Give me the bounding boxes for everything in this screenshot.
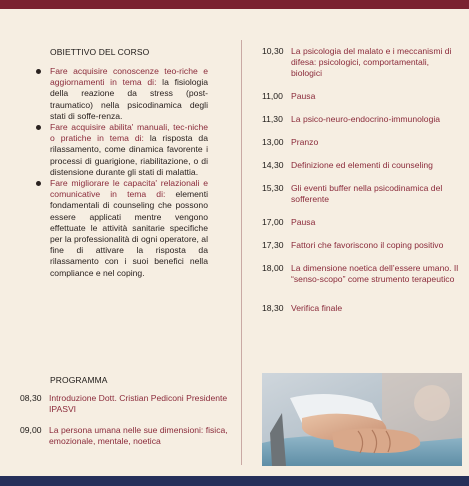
program-desc: La psico-neuro-endocrino-immunologia: [291, 114, 441, 124]
program-desc: Gli eventi buffer nella psicodinamica del sofferente: [291, 183, 443, 204]
program-desc: Definizione ed elementi di counseling: [291, 160, 433, 170]
program-desc: Pausa: [291, 217, 316, 227]
program-time: 08,30: [20, 393, 42, 403]
program-desc: La persona umana nelle sue dimensioni: fisica, emozionale, mentale, noetica: [49, 425, 228, 446]
program-time: 13,00: [262, 137, 284, 147]
top-bar: [0, 0, 469, 9]
program-desc: Fattori che favoriscono il coping positivo: [291, 240, 444, 250]
program-time: 11,30: [262, 114, 283, 124]
program-desc: La psicologia del malato e i meccanismi di difesa: psicologici, comportamentali, biologici: [291, 46, 452, 78]
program-time: 18,30: [262, 303, 284, 313]
program-desc: Verifica finale: [291, 303, 343, 313]
program-time: 18,00: [262, 263, 284, 273]
objective-heading: Fare acquisire conoscenze teo-riche e aggiornamenti in tema di:: [50, 66, 208, 88]
program-row: [20, 425, 230, 447]
program-row: [262, 303, 462, 314]
program-row: [262, 183, 462, 205]
objective-item: [50, 66, 208, 122]
objective-body: la fisiologia della reazione da stress (post-traumatico) nella psicodinamica degli stati di soffe-renza.: [50, 77, 209, 121]
objective-heading: Fare migliorare le capacita' relazionali e comunicative in tema di:: [50, 178, 208, 200]
program-row: [20, 393, 230, 415]
program-row: [262, 160, 462, 171]
program-desc: Pranzo: [291, 137, 319, 147]
program-time: 11,00: [262, 91, 283, 101]
bullet-icon: [36, 181, 41, 186]
program-row: [262, 240, 462, 251]
objective-body: elementi fondamentali di counseling che possono essere applicati mentre vengono effettuate le attività sanitarie specifiche per la professionalità di ogni operatore, al fine di attivare la risposta da rilassamento con i suoi benefici nella compliance e nel coping.: [50, 189, 208, 278]
program-desc: Pausa: [291, 91, 316, 101]
program-desc: Introduzione Dott. Cristian Pediconi Presidente IPASVI: [49, 393, 228, 414]
program-row: [262, 263, 462, 285]
bottom-bar: [0, 476, 469, 486]
objective-heading: Fare acquisire abilita' manuali, tec-niche o pratiche in tema di:: [50, 122, 208, 144]
objective-body: la risposta da rilassamento, come dinamica favorente i processi di guarigione, riabilitazione, o di distensione durante gli stati di malattia.: [50, 133, 208, 177]
program-time: 17,00: [262, 217, 284, 227]
programma-title: PROGRAMMA: [50, 375, 108, 385]
program-time: 17,30: [262, 240, 284, 250]
column-divider: [241, 40, 242, 465]
program-row: [262, 46, 462, 79]
program-time: 15,30: [262, 183, 284, 193]
program-row: [262, 137, 462, 148]
program-row: [262, 114, 462, 125]
program-row: [262, 217, 462, 228]
objectives-title: OBIETTIVO DEL CORSO: [50, 47, 150, 57]
program-time: 14,30: [262, 160, 284, 170]
program-left: [20, 393, 230, 447]
objective-item: [50, 122, 208, 178]
objective-item: [50, 178, 208, 279]
bullet-icon: [36, 125, 41, 130]
program-time: 10,30: [262, 46, 284, 56]
program-time: 09,00: [20, 425, 42, 435]
bullet-icon: [36, 69, 41, 74]
program-desc: La dimensione noetica dell’essere umano. Il “senso-scopo” come strumento terapeutico: [291, 263, 459, 284]
objectives-list: [50, 66, 208, 279]
program-row: [262, 91, 462, 102]
care-hands-photo: [262, 373, 462, 466]
photo-illustration: [262, 373, 462, 466]
program-right: [262, 46, 462, 314]
